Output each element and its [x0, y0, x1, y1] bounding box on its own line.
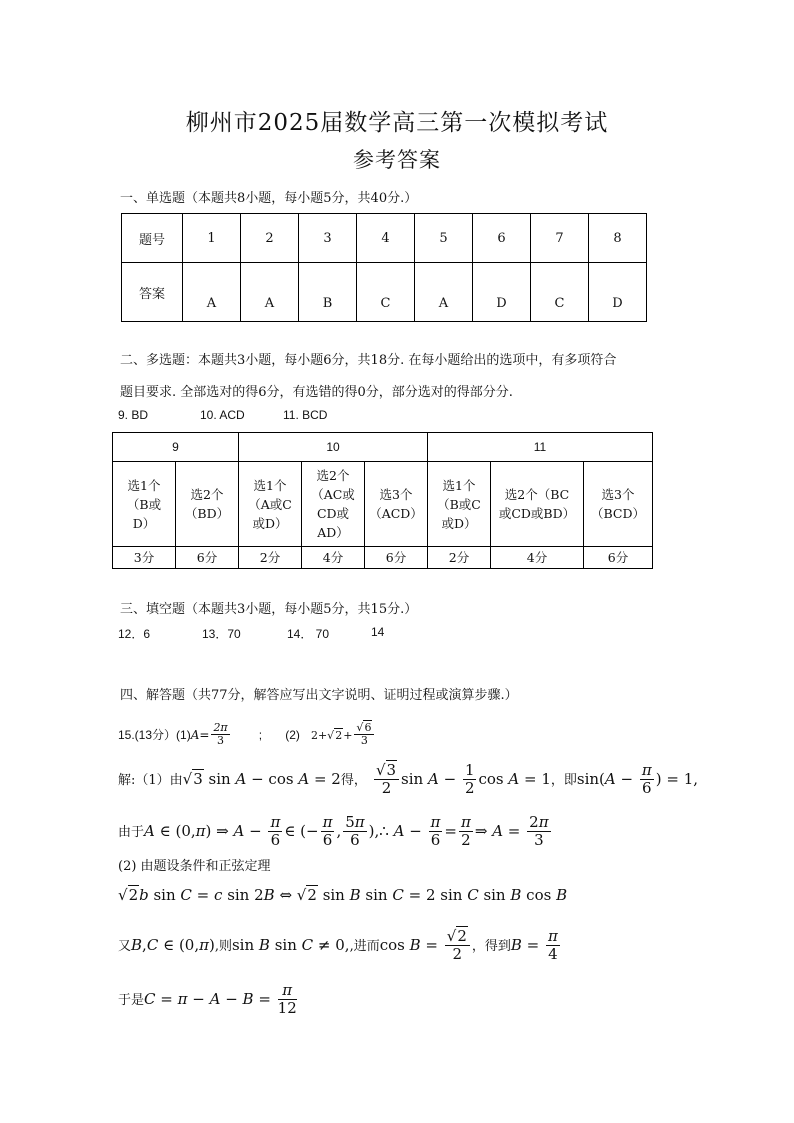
question-number: 4 — [357, 214, 415, 263]
rule-cell: 选2个 （AC或 CD或 AD） — [302, 462, 365, 547]
score-cell: 6分 — [584, 547, 653, 569]
answer-13: 13．70 — [202, 627, 241, 641]
answer-cell: D — [589, 263, 647, 322]
section3-heading: 三、填空题（本题共3小题，每小题5分，共15分.） — [120, 602, 418, 617]
score-cell: 4分 — [491, 547, 584, 569]
part2-intro: (2) 由题设条件和正弦定理 — [118, 859, 271, 874]
rule-cell: 选1个 （A或C 或D） — [239, 462, 302, 547]
equation-law-of-sines: √2b sin C = c sin 2B ⇔ √2 sin B sin C = 2 sin C sin B cos B — [118, 886, 568, 904]
question-number: 7 — [531, 214, 589, 263]
table-row — [113, 462, 653, 547]
answer-cell: C — [357, 263, 415, 322]
section2-heading-line1: 二、多选题：本题共3小题，每小题6分，共18分. 在每小题给出的选项中，有多项符合 — [120, 353, 617, 368]
multi-choice-scoring-table — [112, 432, 653, 569]
score-cell: 3分 — [113, 547, 176, 569]
row-label: 题号 — [122, 214, 183, 263]
solution-line-1: 解:（1）由√3 sin A − cos A = 2得， $\frac{√3}{2}$ sin A − $\frac{1}{2}$ cos A = 1，即sin(A − $\frac{\pi}{6}$ ) = 1, — [118, 761, 699, 797]
answer-cell: B — [299, 263, 357, 322]
q15-answer-line: 15.(13分）(1)A= $\frac{2\pi}{3}$ ; (2) 2+√2+ $\frac{√6}{3}$ — [118, 722, 376, 747]
answer-12: 12．6 — [118, 627, 151, 641]
score-cell: 6分 — [176, 547, 239, 569]
answer-11: 11. BCD — [283, 408, 328, 422]
page-title: 柳州市2025届数学高三第一次模拟考试 — [185, 110, 609, 136]
rule-cell: 选2个 （BD） — [176, 462, 239, 547]
table-row — [113, 433, 653, 462]
solution-line-2: 由于A ∈ (0,π) ⇒ A − $\frac{\pi}{6}$ ∈ (− $\frac{\pi}{6}$ , $\frac{5\pi}{6}$ ),∴ A − $\frac{\pi}{6}$ = $\frac{\pi}{2}$ ⇒ A = $\frac{2\pi}{3}$ — [118, 813, 549, 849]
rule-cell: 选3个 （BCD） — [584, 462, 653, 547]
question-number: 8 — [589, 214, 647, 263]
answer-10: 10. ACD — [200, 408, 245, 422]
page-subtitle: 参考答案 — [353, 148, 441, 172]
score-cell: 2分 — [428, 547, 491, 569]
group-header: 11 — [428, 433, 653, 462]
answer-cell: D — [473, 263, 531, 322]
answer-cell: A — [415, 263, 473, 322]
section2-heading-line2: 题目要求. 全部选对的得6分，有选错的得0分，部分选对的得部分分. — [120, 385, 513, 400]
solution-line-cosB: 又B,C ∈ (0,π),则sin B sin C ≠ 0,,进而cos B = $\frac{√2}{2}$ ，得到B = $\frac{\pi}{4}$ — [118, 927, 558, 963]
single-choice-table — [121, 213, 647, 322]
section1-heading: 一、单选题（本题共8小题，每小题5分，共40分.） — [120, 191, 418, 206]
group-header: 9 — [113, 433, 239, 462]
answer-9: 9. BD — [118, 408, 149, 422]
score-cell: 2分 — [239, 547, 302, 569]
answer-14-label: 14． 70 — [287, 627, 330, 641]
answer-cell: A — [183, 263, 241, 322]
group-header: 10 — [239, 433, 428, 462]
answer-cell: C — [531, 263, 589, 322]
table-row — [113, 547, 653, 569]
rule-cell: 选3个 （ACD） — [365, 462, 428, 547]
rule-cell: 选1个 （B或C 或D） — [428, 462, 491, 547]
question-number: 2 — [241, 214, 299, 263]
section4-heading: 四、解答题（共77分，解答应写出文字说明、证明过程或演算步骤.） — [120, 688, 518, 703]
answer-cell: A — [241, 263, 299, 322]
rule-cell: 选2个（BC 或CD或BD） — [491, 462, 584, 547]
rule-cell: 选1个 （B或 D） — [113, 462, 176, 547]
row-label: 答案 — [122, 263, 183, 322]
score-cell: 4分 — [302, 547, 365, 569]
table-row — [122, 214, 647, 263]
table-row — [122, 263, 647, 322]
answer-14-extra: 14 — [371, 625, 385, 639]
score-cell: 6分 — [365, 547, 428, 569]
question-number: 6 — [473, 214, 531, 263]
question-number: 3 — [299, 214, 357, 263]
question-number: 5 — [415, 214, 473, 263]
question-number: 1 — [183, 214, 241, 263]
solution-line-C: 于是C = π − A − B = $\frac{\pi}{12}$ — [118, 981, 297, 1017]
